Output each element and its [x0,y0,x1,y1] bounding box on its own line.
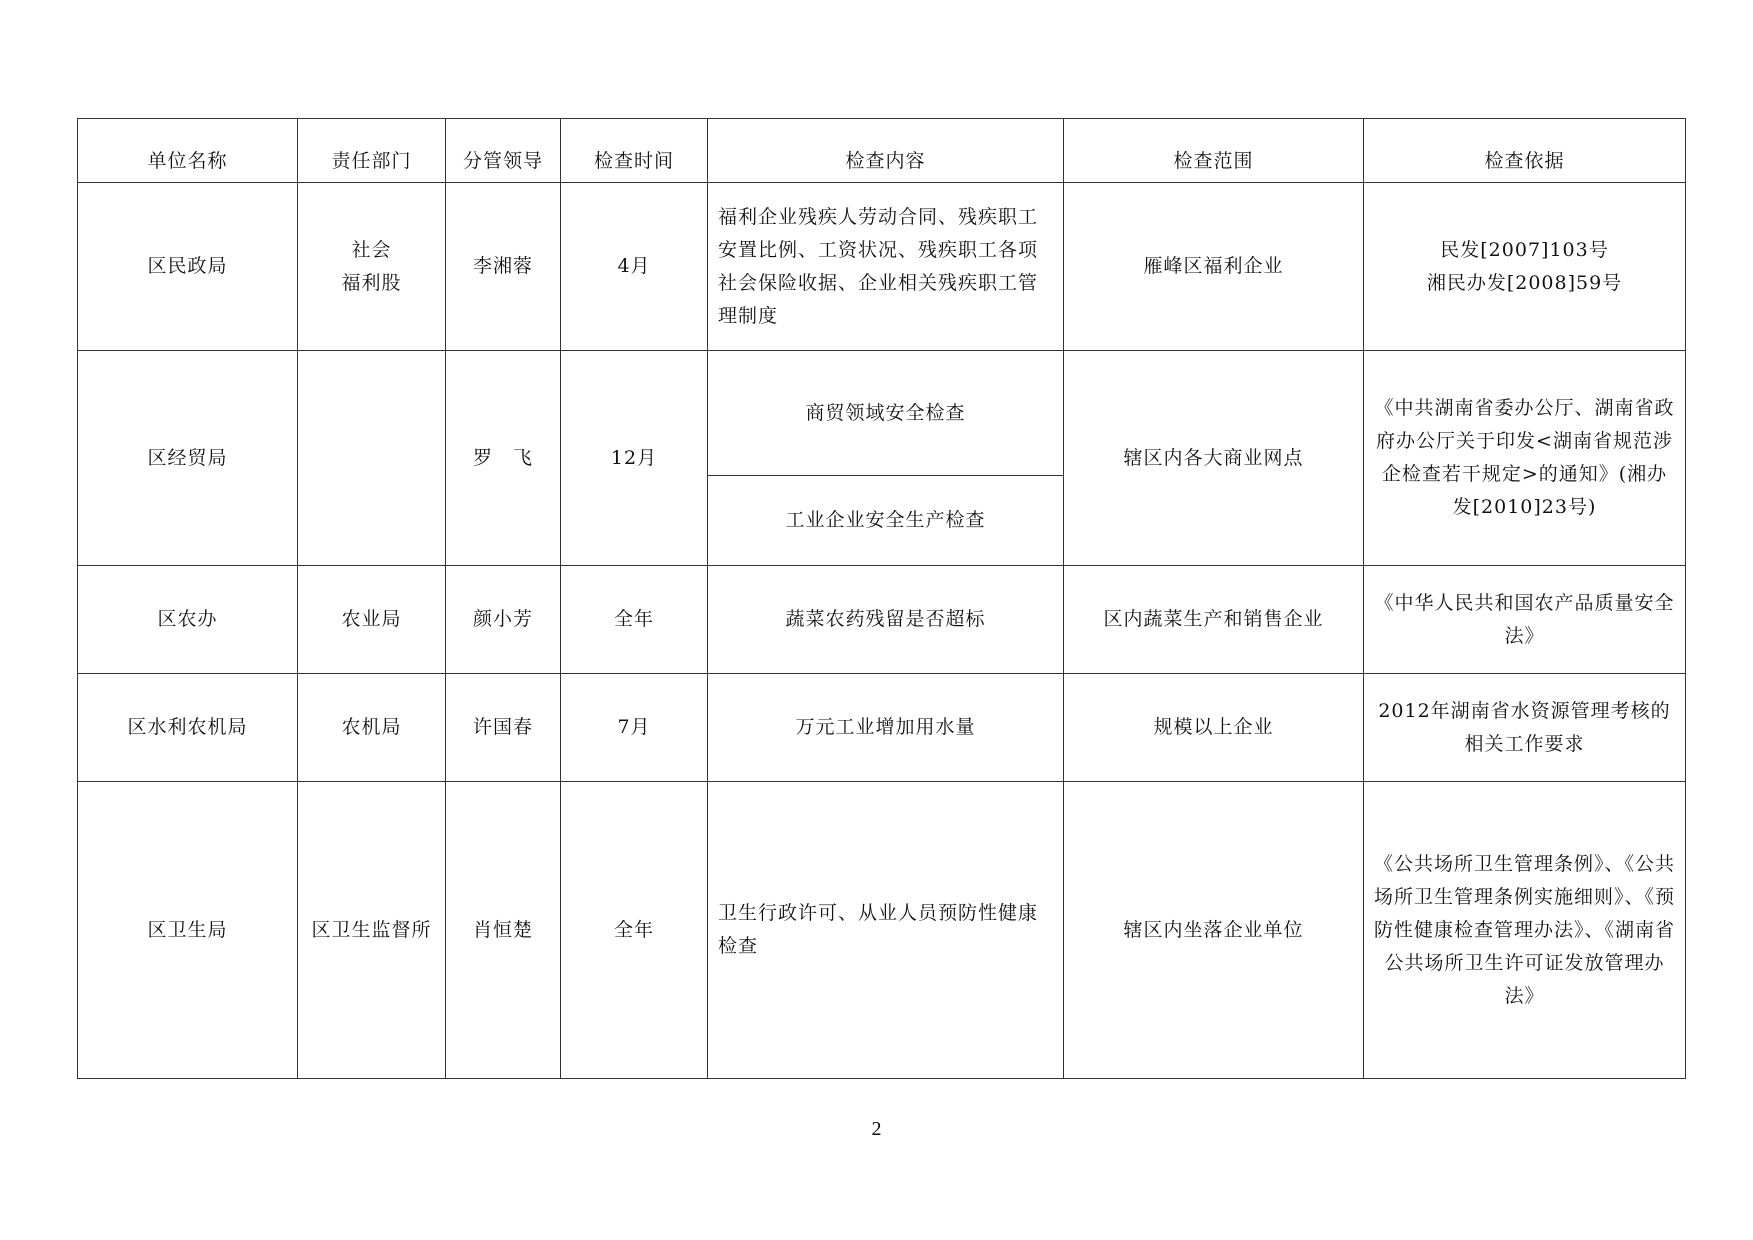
cell-time: 全年 [561,566,708,674]
cell-dept: 农机局 [298,674,446,782]
cell-time: 4月 [561,183,708,351]
cell-time: 7月 [561,674,708,782]
cell-unit: 区卫生局 [78,782,298,1079]
cell-content: 商贸领域安全检查 [708,351,1064,476]
cell-content: 卫生行政许可、从业人员预防性健康检查 [708,782,1064,1079]
header-content: 检查内容 [708,119,1064,183]
cell-content: 蔬菜农药残留是否超标 [708,566,1064,674]
cell-scope: 区内蔬菜生产和销售企业 [1064,566,1364,674]
cell-leader: 肖恒楚 [446,782,561,1079]
cell-leader: 颜小芳 [446,566,561,674]
inspection-schedule-table [77,118,1686,1079]
header-basis: 检查依据 [1364,119,1686,183]
cell-unit: 区水利农机局 [78,674,298,782]
cell-dept: 区卫生监督所 [298,782,446,1079]
table-row [78,351,1686,476]
cell-leader: 李湘蓉 [446,183,561,351]
header-time: 检查时间 [561,119,708,183]
table-row [78,782,1686,1079]
cell-unit: 区经贸局 [78,351,298,566]
table-row [78,674,1686,782]
page-number: 2 [871,1118,882,1140]
cell-content: 工业企业安全生产检查 [708,476,1064,566]
cell-basis: 《中共湖南省委办公厅、湖南省政府办公厅关于印发<湖南省规范涉企检查若干规定>的通知》(湘办发[2010]23号) [1364,351,1686,566]
cell-unit: 区农办 [78,566,298,674]
cell-scope: 规模以上企业 [1064,674,1364,782]
cell-time: 全年 [561,782,708,1079]
cell-dept: 农业局 [298,566,446,674]
cell-leader: 罗 飞 [446,351,561,566]
header-scope: 检查范围 [1064,119,1364,183]
cell-scope: 辖区内坐落企业单位 [1064,782,1364,1079]
table-row [78,566,1686,674]
header-unit: 单位名称 [78,119,298,183]
cell-content: 万元工业增加用水量 [708,674,1064,782]
cell-basis: 《公共场所卫生管理条例》、《公共场所卫生管理条例实施细则》、《预防性健康检查管理办法》、《湖南省公共场所卫生许可证发放管理办法》 [1364,782,1686,1079]
cell-unit: 区民政局 [78,183,298,351]
cell-scope: 辖区内各大商业网点 [1064,351,1364,566]
cell-scope: 雁峰区福利企业 [1064,183,1364,351]
cell-dept: 社会 福利股 [298,183,446,351]
cell-leader: 许国春 [446,674,561,782]
table-row [78,183,1686,351]
cell-content: 福利企业残疾人劳动合同、残疾职工安置比例、工资状况、残疾职工各项社会保险收据、企业相关残疾职工管理制度 [708,183,1064,351]
cell-time: 12月 [561,351,708,566]
cell-basis: 民发[2007]103号 湘民办发[2008]59号 [1364,183,1686,351]
cell-basis: 2012年湖南省水资源管理考核的相关工作要求 [1364,674,1686,782]
table-header-row [78,119,1686,183]
header-leader: 分管领导 [446,119,561,183]
header-dept: 责任部门 [298,119,446,183]
cell-dept [298,351,446,566]
cell-basis: 《中华人民共和国农产品质量安全法》 [1364,566,1686,674]
